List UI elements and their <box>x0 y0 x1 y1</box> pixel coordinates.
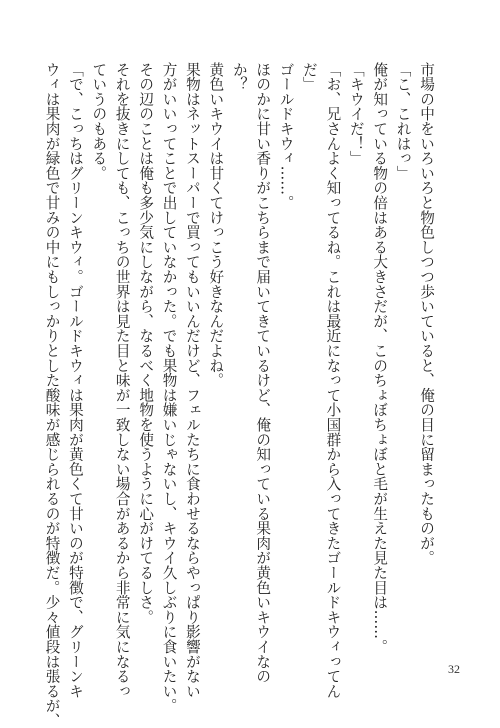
text-line: 俺が知っている物の倍はある大きさだが、このちょぼちょぼと毛が生えた見た目は……。 <box>371 62 389 654</box>
text-line: 「こ、これはっ」 <box>394 62 412 181</box>
text-line: それを抜きにしても、こっちの世界は見た目と味が一致しない場合があるから非常に気になるっ <box>113 62 131 699</box>
text-line: その辺のことは俺も多少気にしながら、なるべく地物を使うように心がけてるしさ。 <box>137 62 155 625</box>
text-line: 果物はネットスーパーで買ってもいいんだけど、フェルたちに食わせるならやっぱり影響がない <box>183 62 201 699</box>
text-line: 方がいいってことで出していなかった。でも果物は嫌いじゃないし、キウイ久しぶりに食いたい。 <box>160 62 178 714</box>
text-line: 市場の中をいろいろと物色しつつ歩いていると、俺の目に留まったものが。 <box>418 62 435 566</box>
text-line: ゴールドキウィ……。 <box>277 62 295 210</box>
text-line: ほのかに甘い香りがこちらまで届いてきているけど、俺の知っている果肉が黄色いキウイなの <box>254 62 272 684</box>
text-line: 「キウイだ！」 <box>347 62 365 166</box>
text-line: ていうのもある。 <box>90 62 108 181</box>
vertical-text-body <box>43 62 438 728</box>
text-line: 「で、こっちはグリーンキウィ。ゴールドキウィは果肉が黄色くて甘いのが特徴で、グリーンキ <box>66 62 84 699</box>
text-line: か？ <box>230 62 248 92</box>
text-line: だ」 <box>300 62 318 92</box>
text-line: ウィは果肉が緑色で甘みの中にもしっかりとした酸味が感じられるのが特徴だ。少々値段は張るが、 <box>43 62 61 728</box>
text-line: 黄色いキウイは甘くてけっこう好きなんだよね。 <box>207 62 225 388</box>
text-line: 「お、兄さんよく知ってるね。これは最近になって小国群から入ってきたゴールドキウィってん <box>324 62 342 699</box>
page-number: 32 <box>448 662 460 676</box>
